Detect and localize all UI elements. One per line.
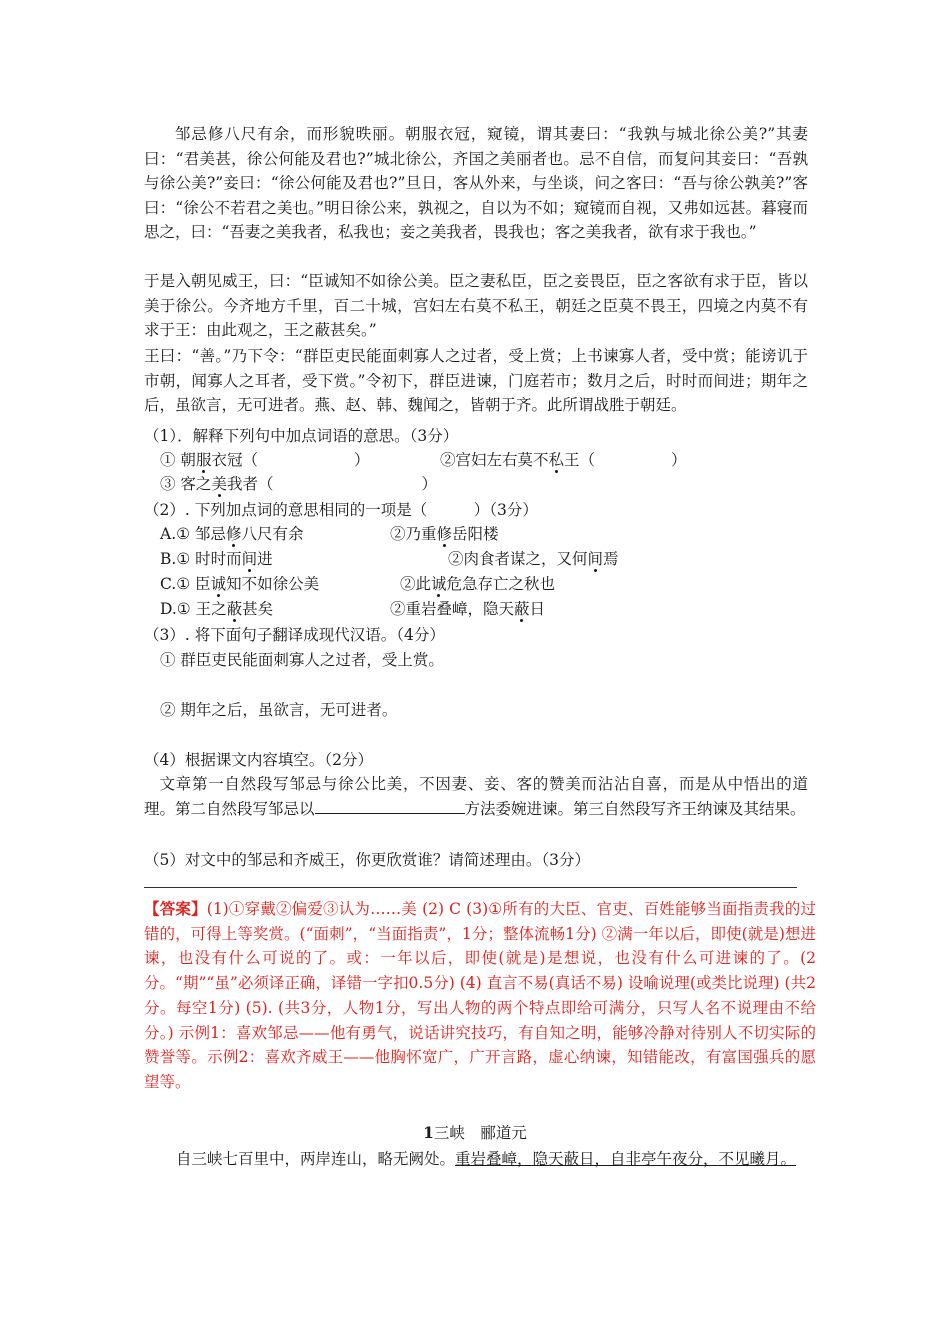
question-2-option-a2: ②乃重修岳阳楼 [390, 525, 499, 543]
question-2-option-b1: B.① 时时而间进 [160, 550, 273, 568]
question-3-title: （3）. 将下面句子翻译成现代汉语。（4分） [144, 626, 445, 644]
question-4-text: 文章第一自然段写邹忌与徐公比美，不因妻、妾、客的赞美而沾沾自喜，而是从中悟出的道理。第二自然段写邹忌以 方法委婉进谏。第三自然段写齐王纳谏及其结果。 [144, 775, 808, 818]
question-2-option-d2: ②重岩叠嶂，隐天蔽日 [390, 600, 546, 618]
question-2-option-b2: ②肉食者谋之，又何间焉 [448, 550, 619, 568]
question-1-item-c: ③ 客之美我者（ ） [160, 475, 437, 493]
answer-divider [144, 887, 797, 888]
question-2-option-c1: C.① 臣诚知不如徐公美 [160, 575, 320, 593]
answer-text: (1)①穿戴②偏爱③认为……美 (2) C (3)①所有的大臣、官吏、百姓能够当面指责我的过错的，可得上等奖赏。(“面刺”，“当面指责”，1分；整体流畅1分) ②满一年以后，即使(就是)想进谏，也没有什么可说的了。或：一年以后，即使(就是)是想说，也没有什么可进谏的了。(2分。“期”“虽”必须译正确，译错一字扣0.5分) (4) 直言不易(真话不易) 设喻说理(或类比说理) (共2分。每空1分) (5). (共3分，人物1分，写出人物的两个特点即给可满分，只写人名不说理由不给分。) 示例1：喜欢邹忌——他有勇气，说话讲究技巧，有自知之明，能够冷静对待别人不切实际的赞誉等。示例2：喜欢齐威王——他胸怀宽广，广开言路，虚心纳谏，知错能改，有富国强兵的愿望等。 [144, 900, 816, 1091]
underlined-sentence: 重岩叠嶂，隐天蔽日，自非亭午夜分，不见曦月。 [455, 1150, 797, 1168]
question-5-title: （5）对文中的邹忌和齐威王，你更欣赏谁？请简述理由。（3分） [144, 851, 590, 869]
question-1-title: （1）．解释下列句中加点词语的意思。（3分） [144, 427, 459, 445]
next-section-title: 1三峡 郦道元 [423, 1123, 527, 1142]
passage-paragraph-1: 邹忌修八尺有余，而形貌昳丽。朝服衣冠，窥镜，谓其妻曰：“我孰与城北徐公美?”其妻曰：“君美甚，徐公何能及君也?”城北徐公，齐国之美丽者也。忌不自信，而复问其妾曰：“吾孰与徐公美?”妾曰：“徐公何能及君也?”旦日，客从外来，与坐谈，问之客曰：“吾与徐公孰美?”客曰：“徐公不若君之美也。”明日徐公来，孰视之，自以为不如；窥镜而自视，又弗如远甚。暮寝而思之，曰：“吾妻之美我者，私我也；妾之美我者，畏我也；客之美我者，欲有求于我也。” [144, 125, 808, 241]
question-2-title: （2）. 下列加点词的意思相同的一项是（ ）（3分） [144, 501, 538, 519]
question-1-item-a: ① 朝服衣冠（ ） [160, 451, 370, 469]
question-2-option-d1: D.① 王之蔽甚矣 [160, 600, 274, 618]
answer-block [144, 897, 816, 1095]
passage-paragraph-2: 于是入朝见威王，曰：“臣诚知不如徐公美。臣之妻私臣，臣之妾畏臣，臣之客欲有求于臣，皆以美于徐公。今齐地方千里，百二十城，宫妇左右莫不私王，朝廷之臣莫不畏王，四境之内莫不有求于王：由此观之，王之蔽甚矣。” [144, 272, 808, 339]
passage-paragraph-3: 王曰：“善。”乃下令：“群臣吏民能面刺寡人之过者，受上赏；上书谏寡人者，受中赏；能谤讥于市朝，闻寡人之耳者，受下赏。”令初下，群臣进谏，门庭若市；数月之后，时时而间进；期年之后，虽欲言，无可进者。燕、赵、韩、魏闻之，皆朝于齐。此所谓战胜于朝廷。 [144, 347, 808, 414]
question-2-option-a1: A.① 邹忌修八尺有余 [160, 525, 304, 543]
question-3-sentence-2: ② 期年之后，虽欲言，无可进者。 [160, 701, 398, 719]
question-2-option-c2: ②此诚危急存亡之秋也 [400, 575, 556, 593]
question-3-sentence-1: ① 群臣吏民能面刺寡人之过者，受上赏。 [160, 651, 444, 669]
question-4-title: （4）根据课文内容填空。（2分） [144, 751, 373, 769]
fill-in-blank[interactable] [315, 797, 465, 814]
next-section-first-line: 自三峡七百里中，两岸连山，略无阙处。重岩叠嶂，隐天蔽日，自非亭午夜分，不见曦月。 [176, 1150, 797, 1168]
answer-tag: 【答案】 [144, 899, 207, 918]
question-1-item-b: ②宫妇左右莫不私王（ ） [440, 451, 687, 469]
